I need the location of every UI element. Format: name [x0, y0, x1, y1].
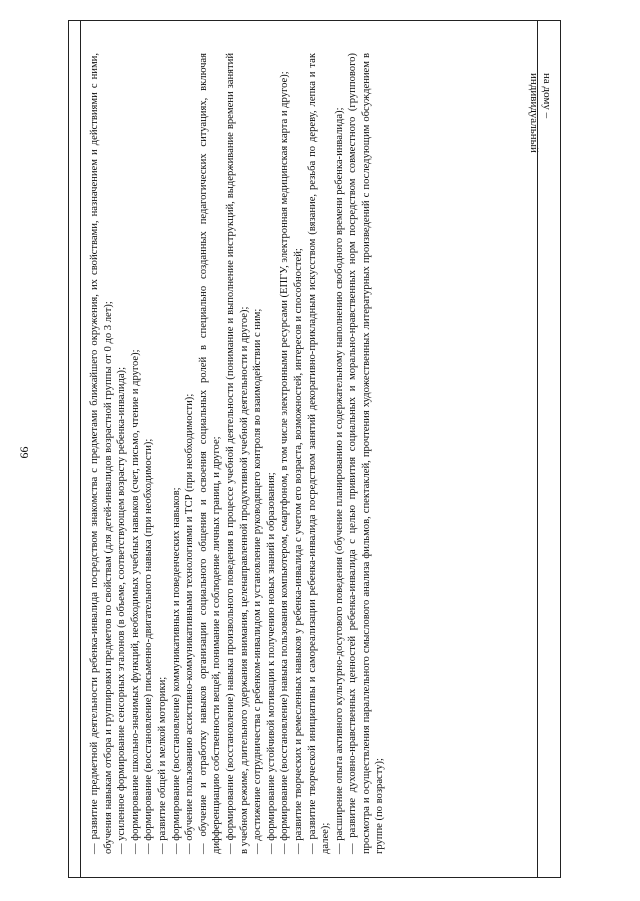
list-item: — развитие духовно-нравственных ценностей ребенка-инвалида с целью привития социальных и морально-нравственных норм посредством совместного (группового) просмотра и осуществления параллельного смыслового анализа фильмов, спектаклей, прочтения художественных литературных произведений с последующим обсуждением в группе (по возрасту); — [347, 53, 386, 854]
service-form-line-2: индивидуальный — [528, 73, 540, 153]
list-item: — развитие творческой инициативы и самореализации ребенка-инвалида посредством занятий декоративно-прикладным искусством (вязание, резьба по дереву, лепка и так далее); — [306, 53, 332, 854]
list-item: — формирование школьно-значимых функций, необходимых учебных навыков (счет, письмо, чтение и другое); — [129, 349, 141, 854]
list-item: — формирование устойчивой мотивации к получению новых знаний и образования; — [265, 472, 277, 854]
list-item: — развитие общей и мелкой моторики; — [156, 676, 168, 854]
list-item: — усиленное формирование сенсорных эталонов (в объеме, соответствующем возрасту ребенка-инвалида); — [116, 366, 128, 854]
service-form-cell — [528, 73, 553, 223]
list-item: — формирование (восстановление) навыка пользования компьютером, смартфоном, в том числе электронными ресурсами (ЕПГУ, электронная медицинская карта и другое); — [279, 71, 291, 854]
list-item: — формирование (восстановление) письменно-двигательного навыка (при необходимости); — [143, 438, 155, 854]
list-item: — развитие творческих и ремесленных навыков у ребенка-инвалида с учетом его возраста, возможностей, интересов и способностей; — [292, 248, 304, 854]
service-form-line-1: на дому – — [541, 73, 553, 119]
list-item: — формирование (восстановление) коммуникативных и поведенческих навыков; — [170, 487, 182, 854]
list-item: — расширение опыта активного культурно-досугового поведения (обучение планированию и содержательному наполнению свободного времени ребенка-инвалида); — [333, 107, 345, 854]
table-divider-left — [80, 20, 81, 878]
page-number: 99 — [17, 446, 32, 459]
list-item: — формирование (восстановление) навыка произвольного поведения в процессе учебной деятельности (понимание и выполнение инструкций, выдерживание времени занятий в учебном режиме, длительного удержания внимания, целенаправленной продуктивной учебной деятельности и другое); — [224, 53, 250, 854]
content-column — [86, 45, 534, 860]
list-item: — обучение и отработку навыков организации социального общения и освоения социальных ролей в специально созданных педагогических ситуациях, включая дифференциацию собственности вещей, понимание и соблюдение личных границ, и другое; — [197, 53, 223, 854]
list-item: — развитие предметной деятельности ребенка-инвалида посредством знакомства с предметами ближайшего окружения, их свойствами, назначением и действиями с ними, обучения навыкам отбора и группировки предметов по свойствам (для детей-инвалидов возрастной группы от 0 до 3 лет); — [89, 53, 114, 854]
list-item: — достижение сотрудничества с ребенком-инвалидом и установление руководящего контроля во взаимодействии с ним; — [252, 308, 264, 854]
list-item: — обучение пользованию ассистивно-коммуникативными технологиями и ТСР (при необходимости); — [184, 393, 196, 854]
